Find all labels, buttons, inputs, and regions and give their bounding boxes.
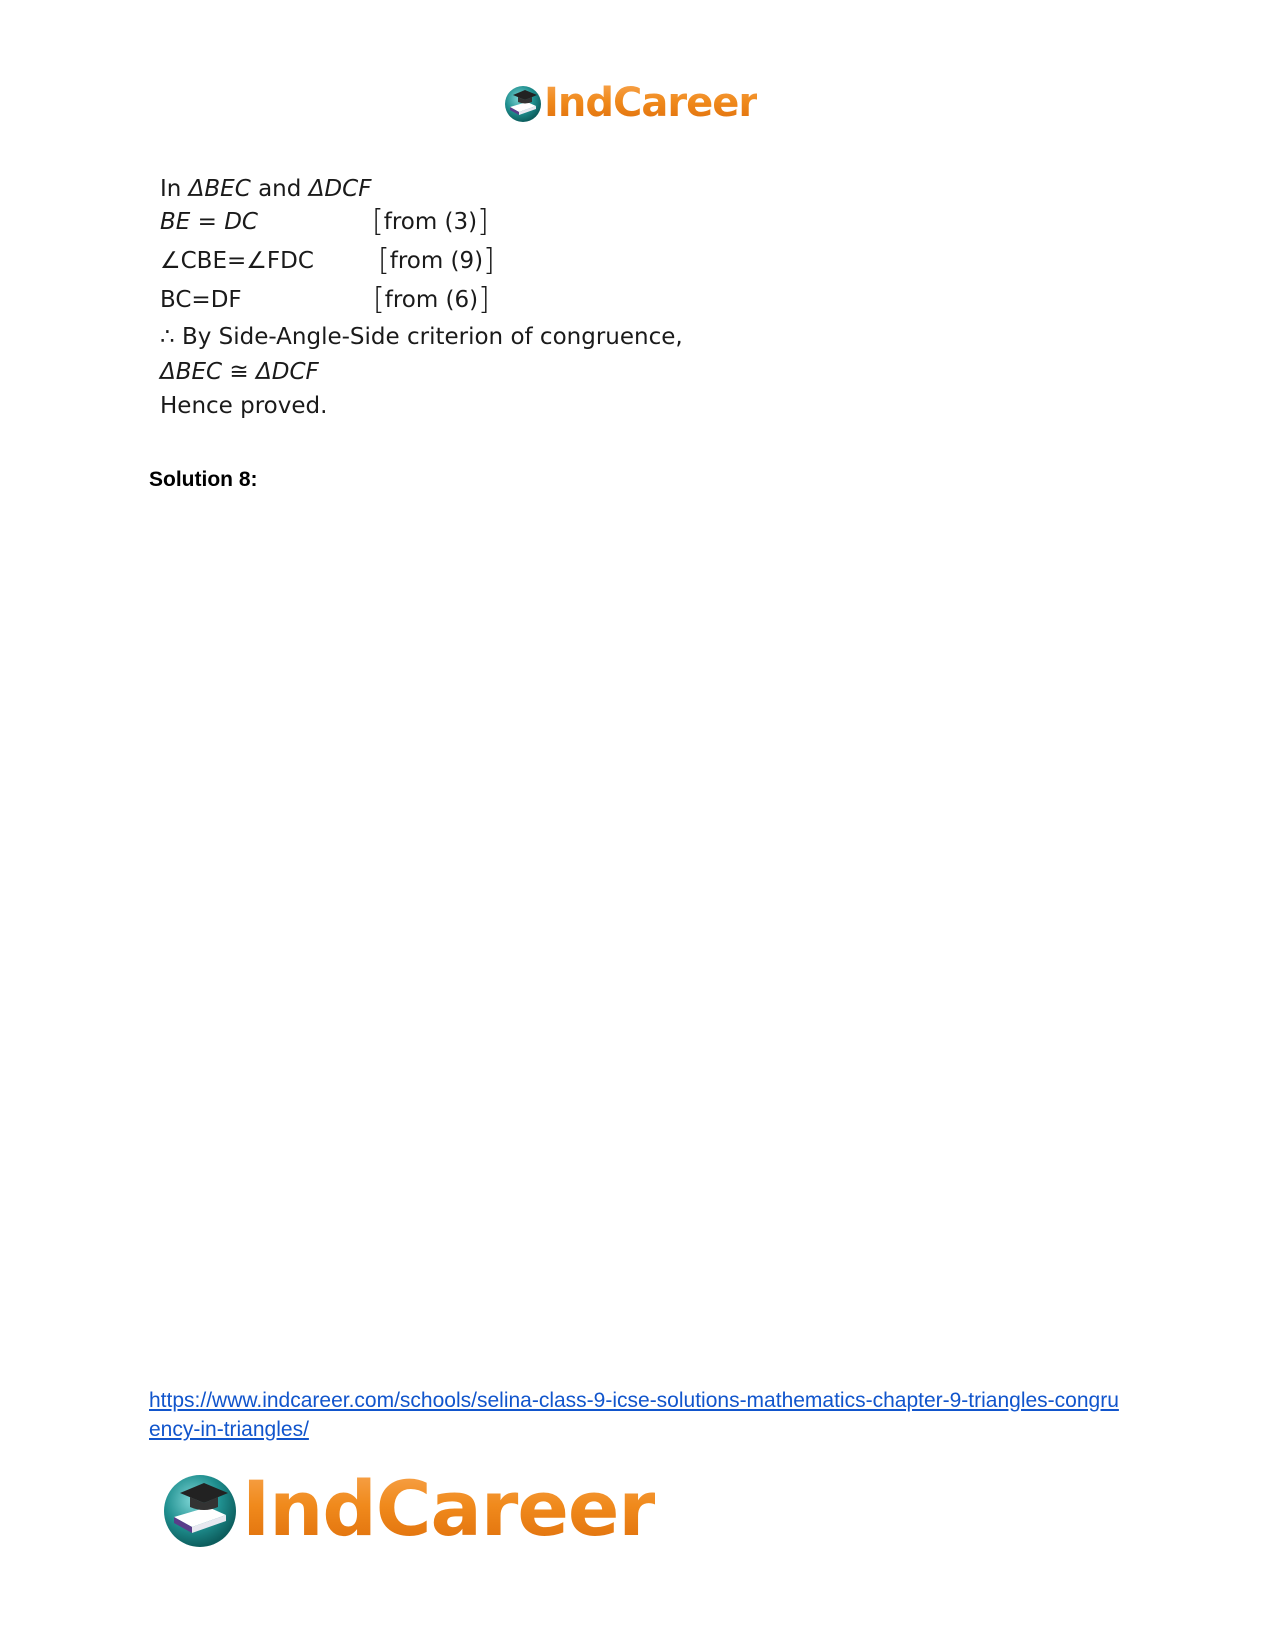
proof-row-3: BC=DF [from (6)] xyxy=(160,282,490,317)
triangle-bec: ΔBEC xyxy=(188,176,251,202)
logo-wordmark: IndCareer xyxy=(242,1464,655,1553)
solution-heading: Solution 8: xyxy=(149,468,258,491)
proof-conclusion: ΔBEC ≅ ΔDCF xyxy=(160,359,319,385)
proof-criterion: ∴ By Side-Angle-Side criterion of congruence, xyxy=(160,324,683,350)
proof-reason-3: [from (6)] xyxy=(373,282,490,317)
proof-row-2: ∠CBE=∠FDC [from (9)] xyxy=(160,243,495,278)
triangle-dcf: ΔDCF xyxy=(308,176,372,202)
graduation-book-icon xyxy=(503,83,543,123)
proof-reason-1: [from (3)] xyxy=(372,204,489,239)
header-logo xyxy=(503,80,757,126)
source-link[interactable]: https://www.indcareer.com/schools/selina-class-9-icse-solutions-mathematics-chapter-9-triangles-congruency-in-triangles/ xyxy=(149,1389,1119,1441)
proof-reason-2: [from (9)] xyxy=(378,243,495,278)
graduation-book-icon xyxy=(160,1469,240,1549)
proof-closing: Hence proved. xyxy=(160,393,328,419)
proof-row-1: BE = DC [from (3)] xyxy=(160,204,489,239)
proof-intro: In ΔBEC and ΔDCF xyxy=(160,176,372,202)
footer-logo xyxy=(160,1464,655,1553)
logo-wordmark: IndCareer xyxy=(544,80,758,126)
